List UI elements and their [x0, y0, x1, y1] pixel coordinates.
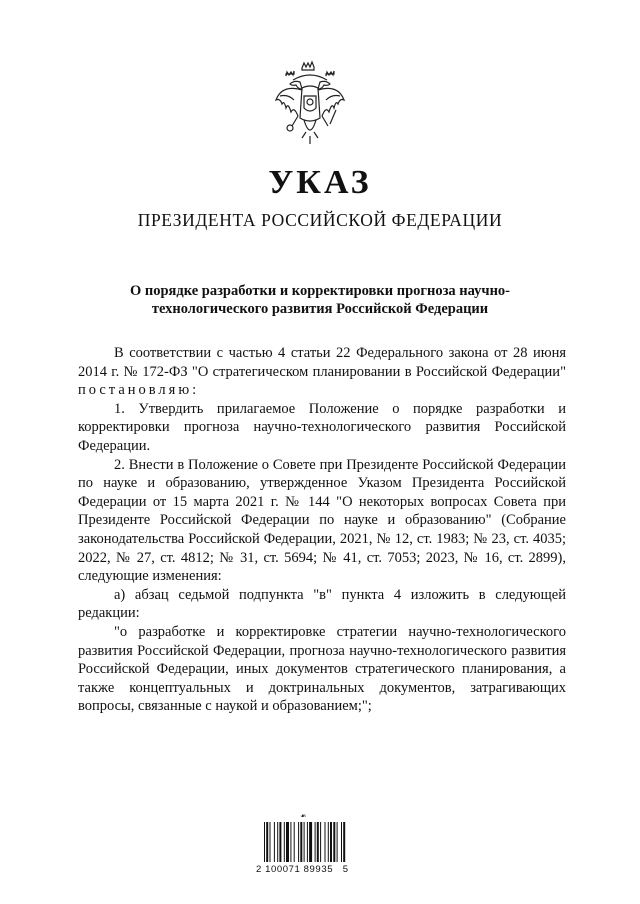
barcode-bar [309, 822, 312, 862]
document-subtitle: ПРЕЗИДЕНТА РОССИЙСКОЙ ФЕДЕРАЦИИ [137, 210, 503, 230]
barcode-bar [343, 822, 345, 862]
barcode-bar [270, 822, 271, 862]
decree-heading [96, 282, 544, 318]
barcode-bar [274, 822, 275, 862]
document-title: УКАЗ [268, 164, 372, 201]
barcode-bar [307, 822, 308, 862]
double-headed-eagle-emblem-icon [272, 60, 348, 148]
barcode-bar [330, 822, 332, 862]
barcode-bar [286, 822, 289, 862]
preamble-resolution: постановляю: [78, 382, 200, 399]
decree-body [78, 344, 566, 716]
barcode-bar [325, 822, 326, 862]
paragraph-item-1: 1. Утвердить прилагаемое Положение о порядке разработки и корректировки прогноза научно-технологического развития Российской Федерации. [78, 400, 566, 454]
barcode-bar [264, 822, 265, 862]
decree-heading-line-2: технологического развития Российской Федерации [151, 301, 489, 317]
barcode-bar [294, 822, 295, 862]
barcode-bar [328, 822, 329, 862]
barcode-bar [300, 822, 302, 862]
barcode-bar [277, 822, 278, 862]
paragraph-quoted-text: "о разработке и корректировке стратегии научно-технологического развития Российской Федерации, прогноза научно-технологического развития Российской Федерации, иных документов стратегического планирования, а также концептуальных и доктринальных документов, затрагивающих вопросы, связанные с наукой и образованием;"; [78, 623, 566, 715]
barcode-mark: ☙ [300, 812, 307, 820]
barcode-icon [262, 822, 378, 862]
barcode-bar [315, 822, 316, 862]
barcode-bar [284, 822, 285, 862]
barcode-bar [298, 822, 299, 862]
barcode-bar [317, 822, 319, 862]
barcode-number: 2 100071 89935 5 [256, 864, 349, 875]
preamble-text: В соответствии с частью 4 статьи 22 Федерального закона от 28 июня 2014 г. № 172-ФЗ "О стратегическом планировании в Российской Федерации" [78, 345, 566, 380]
barcode-bar [304, 822, 305, 862]
barcode-bar [320, 822, 321, 862]
barcode-bar [279, 822, 281, 862]
barcode-bar [266, 822, 268, 862]
barcode-bar [341, 822, 342, 862]
barcode-bar [290, 822, 291, 862]
barcode-bar [333, 822, 335, 862]
paragraph-subitem-a: а) абзац седьмой подпункта "в" пункта 4 изложить в следующей редакции: [78, 586, 566, 622]
paragraph-preamble [78, 344, 566, 400]
paragraph-item-2: 2. Внести в Положение о Совете при Президенте Российской Федерации по науке и образованию, утвержденное Указом Президента Российской Федерации от 15 марта 2021 г. № 144 "О некоторых вопросах Совета при Президенте Российской Федерации по науке и образованию" (Собрание законодательства Российской Федерации, 2021, № 12, ст. 1983; № 23, ст. 4035; 2022, № 27, ст. 4812; № 31, ст. 5694; № 41, ст. 7053; 2023, № 16, ст. 2899), следующие изменения: [78, 456, 566, 585]
decree-heading-line-1: О порядке разработки и корректировки прогноза научно- [129, 283, 511, 299]
barcode-bar [337, 822, 338, 862]
